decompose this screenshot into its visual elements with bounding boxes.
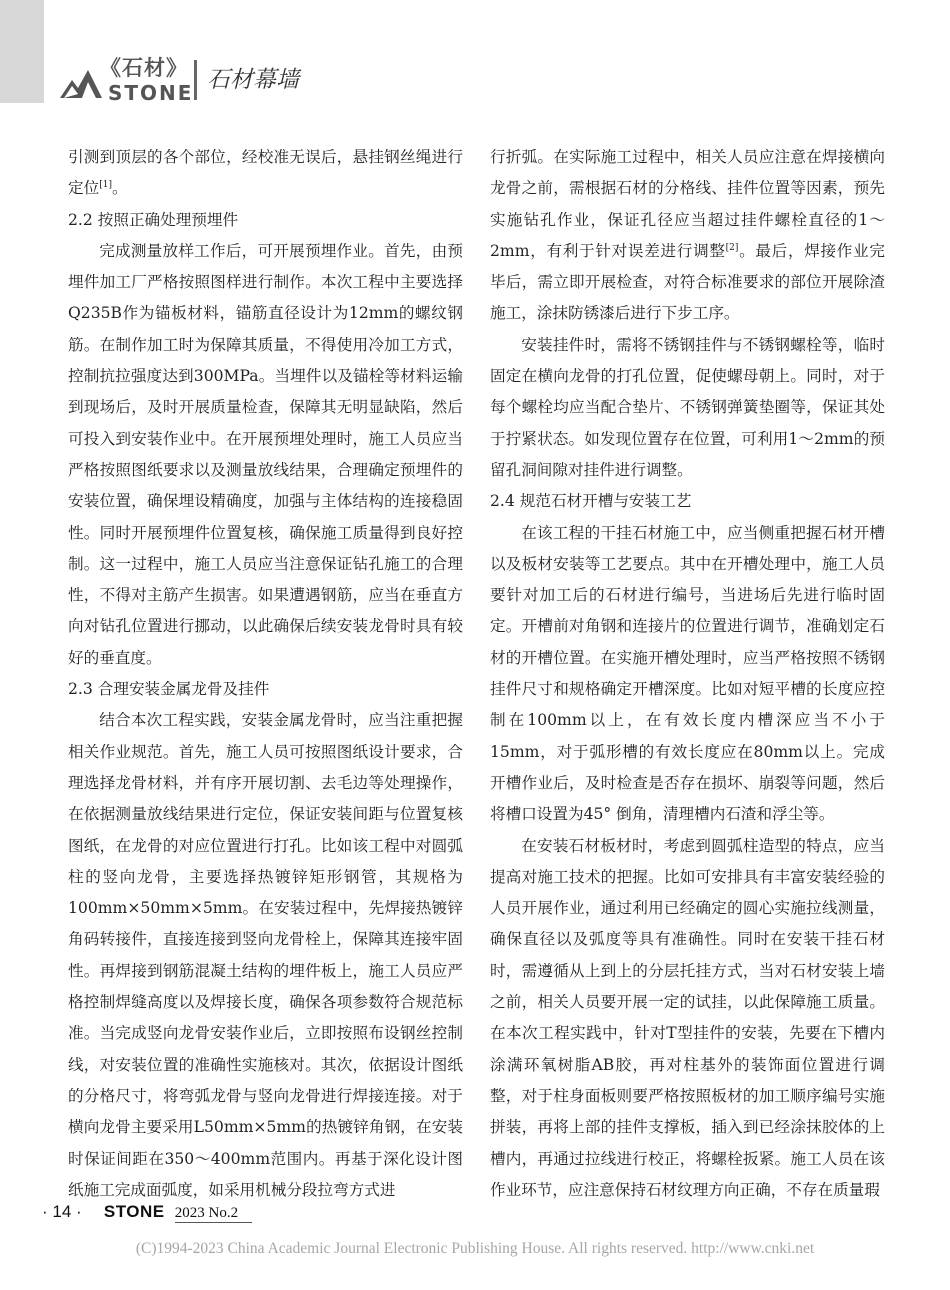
section-heading-2-4: 2.4 规范石材开槽与安装工艺	[490, 492, 692, 511]
logo-english-title: STONE	[108, 81, 194, 105]
paragraph-2-2: 完成测量放样工作后，可开展预埋作业。首先，由预埋件加工厂严格按照图样进行制作。本次工程中主要选择Q235B作为锚板材料，锚筋直径设计为12mm的螺纹钢筋。在制作加工时为保障其质量，不得使用冷加工方式，控制抗拉强度达到300MPa。当埋件以及锚栓等材料运输到现场后，及时开展质量检查，保障其无明显缺陷，然后可投入到安装作业中。在开展预埋处理时，施工人员应当严格按照图纸要求以及测量放线结果，合理确定预埋件的安装位置，确保埋设精确度，加强与主体结构的连接稳固性。同时开展预埋件位置复核，确保施工质量得到良好控制。这一过程中，施工人员应当注意保证钻孔施工的合理性，不得对主筋产生损害。如果遭遇钢筋，应当在垂直方向对钻孔位置进行挪动，以此确保后续安装龙骨时具有较好的垂直度。	[68, 241, 463, 667]
section-heading-2-3: 2.3 合理安装金属龙骨及挂件	[68, 680, 270, 699]
stone-logo-icon	[58, 58, 104, 100]
footer-journal-name: STONE	[103, 1202, 165, 1221]
paragraph-text: 引测到顶层的各个部位，经校准无误后，悬挂钢丝绳进行定位	[68, 148, 463, 198]
page-footer	[42, 1202, 252, 1228]
header-gray-band	[0, 0, 44, 103]
paragraph-continuation	[490, 142, 885, 330]
footer-issue: 2023 No.2	[175, 1205, 252, 1223]
left-column	[68, 142, 463, 1206]
citation-ref: [2]	[725, 242, 739, 253]
paragraph-text: 行折弧。在实际施工过程中，相关人员应注意在焊接横向龙骨之前，需根据石材的分格线、挂件位置等因素，预先实施钻孔作业，保证孔径应当超过挂件螺栓直径的1～2mm，有利于针对误差进行调整	[490, 148, 885, 260]
header-divider	[194, 60, 197, 100]
paragraph-text: 。	[111, 179, 128, 198]
citation-ref: [1]	[99, 180, 112, 191]
paragraph-2-4: 在该工程的干挂石材施工中，应当侧重把握石材开槽以及板材安装等工艺要点。其中在开槽处理中，施工人员要针对加工后的石材进行编号，当进场后先进行临时固定。开槽前对角钢和连接片的位置进行调节，准确划定石材的开槽位置。在实施开槽处理时，应当严格按照不锈钢挂件尺寸和规格确定开槽深度。比如对短平槽的长度应控制在100mm以上，在有效长度内槽深应当不小于15mm，对于弧形槽的有效长度应在80mm以上。完成开槽作业后，及时检查是否存在损坏、崩裂等问题，然后将槽口设置为45° 倒角，清理槽内石渣和浮尘等。	[490, 523, 885, 824]
paragraph-text: 。最后，焊接作业完毕后，需立即开展检查，对符合标准要求的部位开展除渣施工，涂抹防锈漆后进行下步工序。	[490, 241, 885, 323]
logo-chinese-title: 《石材》	[100, 56, 188, 80]
page-number: · 14 ·	[42, 1202, 82, 1221]
paragraph-install-hangers: 安装挂件时，需将不锈钢挂件与不锈钢螺栓等，临时固定在横向龙骨的打孔位置，促使螺母朝上。同时，对于每个螺栓均应当配合垫片、不锈钢弹簧垫圈等，保证其处于拧紧状态。如发现位置存在位置，可利用1～2mm的预留孔洞间隙对挂件进行调整。	[490, 335, 885, 479]
section-title: 石材幕墙	[207, 67, 299, 93]
right-column	[490, 142, 885, 1206]
paragraph-2-3: 结合本次工程实践，安装金属龙骨时，应当注重把握相关作业规范。首先，施工人员可按照图纸设计要求，合理选择龙骨材料，并有序开展切割、去毛边等处理操作，在依据测量放线结果进行定位，保证安装间距与位置复核图纸，在龙骨的对应位置进行打孔。比如该工程中对圆弧柱的竖向龙骨，主要选择热镀锌矩形钢管，其规格为100mm×50mm×5mm。在安装过程中，先焊接热镀锌角码转接件，直接连接到竖向龙骨栓上，保障其连接牢固性。再焊接到钢筋混凝土结构的埋件板上，施工人员应严格控制焊缝高度以及焊接长度，确保各项参数符合规范标准。当完成竖向龙骨安装作业后，立即按照布设钢丝控制线，对安装位置的准确性实施核对。其次，依据设计图纸的分格尺寸，将弯弧龙骨与竖向龙骨进行焊接连接。对于横向龙骨主要采用L50mm×5mm的热镀锌角钢，在安装时保证间距在350～400mm范围内。再基于深化设计图纸施工完成面弧度，如采用机械分段拉弯方式进	[68, 711, 463, 1199]
paragraph-continuation	[68, 142, 463, 205]
journal-logo	[58, 52, 198, 104]
copyright-watermark: (C)1994-2023 China Academic Journal Electronic Publishing House. All rights reserved. http://www.cnki.net	[135, 1240, 815, 1257]
paragraph-install-slabs: 在安装石材板材时，考虑到圆弧柱造型的特点，应当提高对施工技术的把握。比如可安排具有丰富安装经验的人员开展作业，通过利用已经确定的圆心实施拉线测量，确保直径以及弧度等具有准确性。同时在安装干挂石材时，需遵循从上到上的分层托挂方式，当对石材安装上墙之前，相关人员要开展一定的试挂，以此保障施工质量。在本次工程实践中，针对T型挂件的安装，先要在下槽内涂满环氧树脂AB胶，再对柱基外的装饰面位置进行调整，对于柱身面板则要严格按照板材的加工顺序编号实施拼装，再将上部的挂件支撑板，插入到已经涂抹胶体的上槽内，再通过拉线进行校正，将螺栓扳紧。施工人员在该作业环节，应注意保持石材纹理方向正确，不存在质量瑕	[490, 836, 885, 1199]
section-heading-2-2: 2.2 按照正确处理预埋件	[68, 210, 239, 229]
